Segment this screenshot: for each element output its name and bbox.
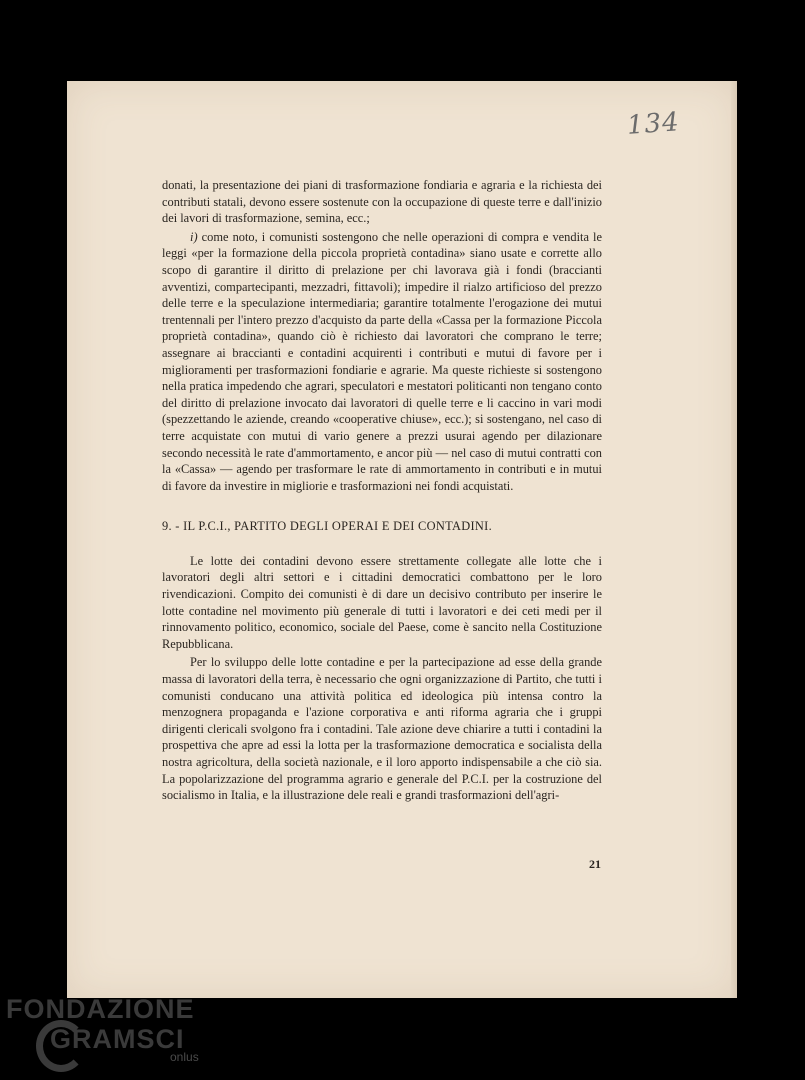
logo-subtitle: onlus [170,1050,199,1064]
body-text [162,177,602,806]
paragraph-1: donati, la presentazione dei piani di trasformazione fondiaria e agraria e la richiesta dei contributi statali, devono essere sostenute con la occupazione di queste terre e dall'inizio dei lavori di trasformazione, semina, ecc.; [162,178,602,226]
page-number: 21 [589,857,601,871]
logo-line-2: GRAMSCI [50,1024,185,1054]
paragraph-4: Per lo sviluppo delle lotte contadine e per la partecipazione ad esse della grande massa di lavoratori della terra, è necessario che ogni organizzazione di Partito, che tutti i comunisti conducano una attività politica ed ideologica più intensa contro la menzognera propaganda e l'azione corporativa e anti riforma agraria che i gruppi dirigenti clericali svolgono fra i contadini. Tale azione deve chiarire a tutti i contadini la prospettiva che apre ad essi la lotta per la trasformazione democratica e socialista della nostra agricoltura, della società nazionale, e il loro apporto indispensabile a che ciò sia. La popolarizzazione del programma agrario e generale del P.C.I. per la costruzione del socialismo in Italia, e la illustrazione dele reali e grandi trasformazioni dell'agri- [162,655,602,803]
paragraph-2-text: come noto, i comunisti sostengono che nelle operazioni di compra e vendita le leggi «per la formazione della piccola proprietà contadina» siano usate e corrette allo scopo di garantire il diritto di prelazione per chi lavorava già i fondi (braccianti avventizi, compartecipanti, mezzadri, fittavoli); impedire il rialzo artificioso del prezzo delle terre e la speculazione intermediaria; garantire totalmente l'erogazione dei mutui trentennali per l'intero prezzo d'acquisto da parte della «Cassa per la formazione Piccola proprietà contadina», quando ciò è richiesto dai lavoratori che comprano le terre; assegnare ai braccianti e contadini acquirenti i contributi e mutui di favore per i miglioramenti per trasformazioni fondiarie e agrarie. Ma queste richieste si sostengono nella pratica impedendo che agrari, speculatori e mestatori politicanti non tengano conto del diritto di prelazione invocato dai lavoratori di quelle terre e li caccino in vari modi (spezzettando le aziende, creando «cooperative chiuse», ecc.); si sostengano, nel caso di terre acquistate con mutui di vario genere a prezzi usurai agendo per dilazionare secondo necessità le rate d'ammortamento, e ancor più — nel caso di mutui contratti con la «Cassa» — agendo per trasformare le rate di ammortamento in contributi e in mutui di favore da investire in migliorie e trasformazioni nei fondi acquistati. [162,229,602,493]
item-marker: i) [190,229,198,244]
logo-line-1: FONDAZIONE [6,994,195,1024]
page-edge [731,81,737,998]
section-heading: 9. - IL P.C.I., PARTITO DEGLI OPERAI E DEI CONTADINI. [162,519,492,534]
handwritten-page-number: 134 [626,107,681,141]
paragraph-3: Le lotte dei contadini devono essere strettamente collegate alle lotte che i lavoratori degli altri settori e i cittadini democratici combattono per le loro rivendicazioni. Compito dei comunisti è di dare un decisivo contributo per inserire le lotte contadine nel movimento più generale di tutti i lavoratori e dei ceti medi per il rinnovamento politico, economico, sociale del Paese, come è sancito nella Costituzione Repubblicana. [162,553,602,651]
logo-g-icon [36,1020,86,1072]
document-page [67,81,737,998]
fondazione-gramsci-logo [6,994,199,1064]
paragraph-item-i [162,229,602,495]
